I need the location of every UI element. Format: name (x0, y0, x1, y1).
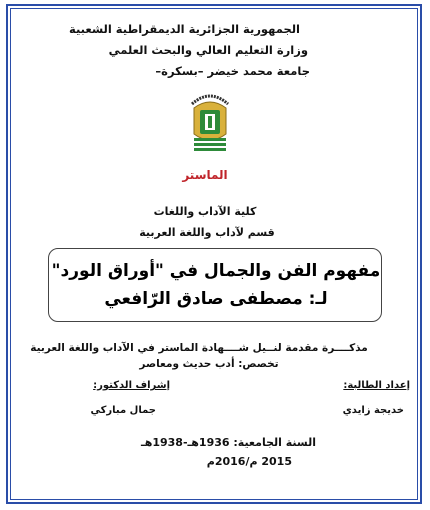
academic-year-hijri: السنة الجامعية: 1936هـ-1938هـ (140, 436, 316, 449)
academic-year-gregorian: 2015 م/2016م (206, 455, 292, 468)
student-name: خديجة زايدي (342, 405, 404, 416)
department-name: قسم لآداب واللغة العربية (139, 226, 275, 239)
university-logo-icon (186, 86, 234, 156)
thesis-title-box (48, 248, 382, 322)
header-ministry: وزارة التعليم العالي والبحث العلمي (108, 43, 308, 57)
specialty: تخصص: أدب حديث ومعاصر (139, 358, 279, 370)
faculty-name: كلية الآداب واللغات (153, 205, 257, 218)
supervisor-name: جمال مباركي (90, 405, 156, 416)
header-university: جامعة محمد خيضر –بسكرة– (155, 64, 310, 78)
memo-statement: مذكــــرة مقدمة لنــيل شــــهادة الماستر في الآداب واللغة العربية (30, 342, 368, 354)
thesis-title-line1: مفهوم الفن والجمال في "أوراق الورد" (51, 261, 381, 281)
degree-label: الماستر (182, 168, 228, 182)
supervisor-label: إشراف الدكتور: (93, 380, 170, 391)
header-republic: الجمهورية الجزائرية الديمقراطية الشعبية (68, 22, 300, 36)
student-label: إعداد الطالبة: (343, 380, 410, 391)
thesis-title-line2: لـ: مصطفى صادق الرّافعي (104, 289, 328, 309)
